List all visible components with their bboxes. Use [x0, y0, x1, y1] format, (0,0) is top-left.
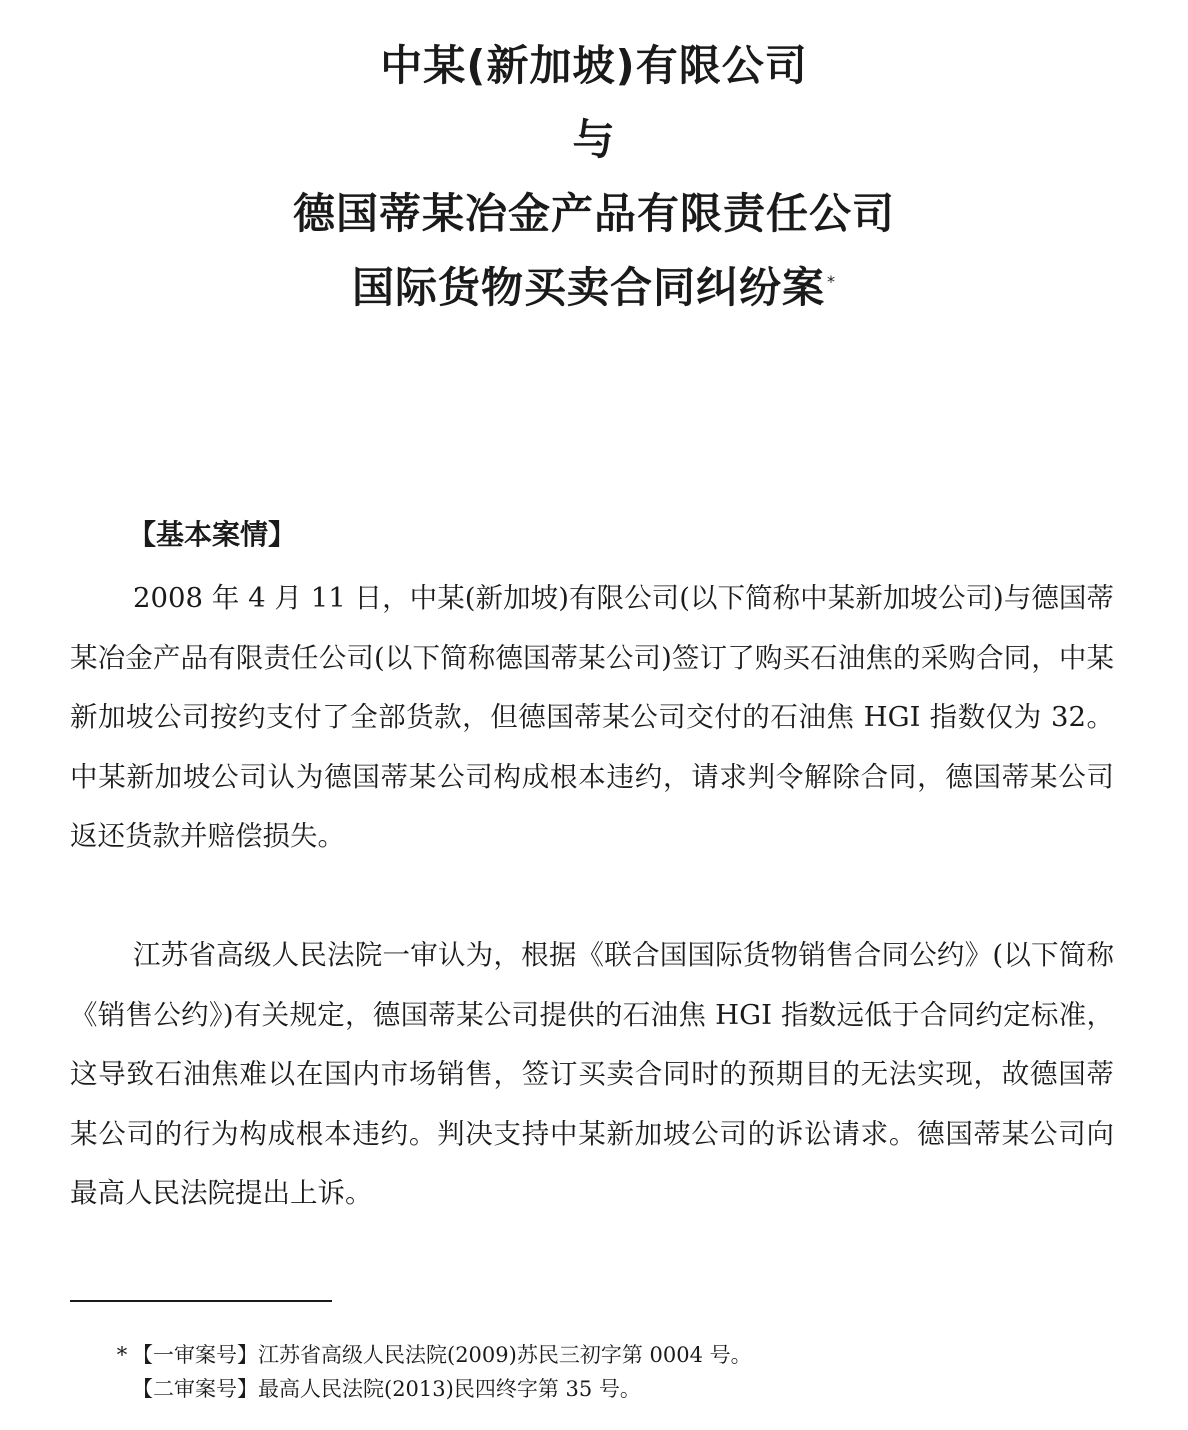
title-party-one: 中某(新加坡)有限公司: [380, 41, 808, 90]
title-conjunction: 与: [572, 115, 616, 164]
footnote-second-instance-text: 【二审案号】最高人民法院(2013)民四终字第 35 号。: [132, 1377, 641, 1401]
section-heading-basic-facts: 【基本案情】: [128, 518, 297, 551]
title-party-two: 德国蒂某冶金产品有限责任公司: [292, 189, 895, 238]
body-paragraph-1: 2008 年 4 月 11 日，中某(新加坡)有限公司(以下简称中某新加坡公司)与德国蒂某冶金产品有限责任公司(以下简称德国蒂某公司)签订了购买石油焦的采购合同，中某新加坡公司按约支付了全部货款，但德国蒂某公司交付的石油焦 HGI 指数仅为 32。中某新加坡公司认为德国蒂某公司构成根本违约，请求判令解除合同，德国蒂某公司返还货款并赔偿损失。: [70, 582, 1114, 853]
footnote-first-instance-text: 【一审案号】江苏省高级人民法院(2009)苏民三初字第 0004 号。: [132, 1343, 752, 1367]
footnote-divider: [70, 1300, 332, 1302]
footnote-marker: *: [116, 1343, 128, 1367]
body-paragraph-2: 江苏省高级人民法院一审认为，根据《联合国国际货物销售合同公约》(以下简称《销售公约》)有关规定，德国蒂某公司提供的石油焦 HGI 指数远低于合同约定标准，这导致石油焦难以在国内市场销售，签订买卖合同时的预期目的无法实现，故德国蒂某公司的行为构成根本违约。判决支持中某新加坡公司的诉讼请求。德国蒂某公司向最高人民法院提出上诉。: [70, 939, 1114, 1210]
title-case-text: 国际货物买卖合同纠纷案: [351, 263, 825, 312]
title-footnote-marker: *: [827, 272, 836, 291]
title-case-name: [0, 262, 1188, 314]
